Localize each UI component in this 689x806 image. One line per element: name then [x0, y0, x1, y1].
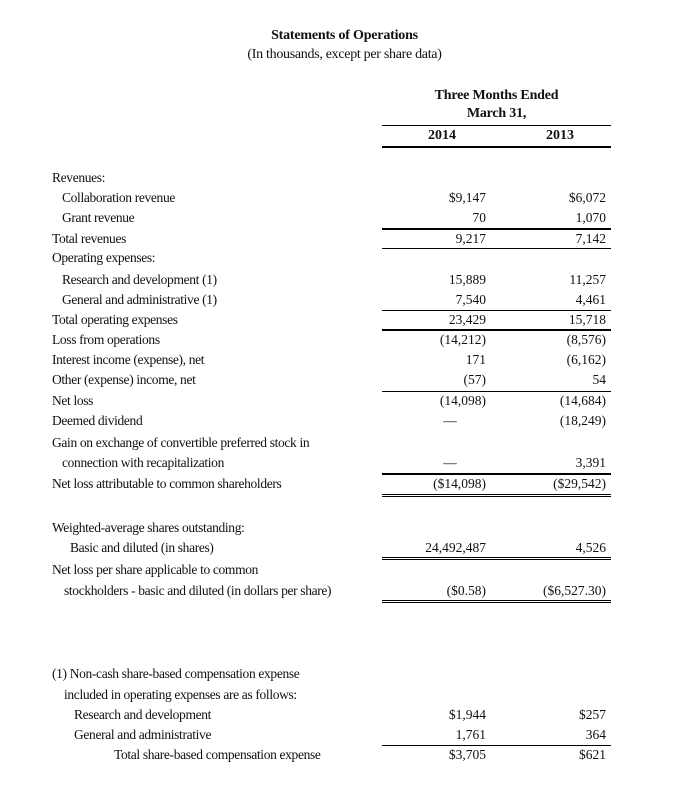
- row-label: Total revenues: [52, 231, 126, 246]
- row-label: Research and development: [74, 707, 212, 722]
- row-label: Interest income (expense), net: [52, 352, 205, 367]
- row-label: Net loss per share applicable to common: [52, 562, 259, 577]
- row-grant-revenue: [0, 210, 689, 230]
- value-2014: $3,705: [448, 747, 486, 762]
- value-2014: 9,217: [455, 231, 486, 246]
- value-2014: ($0.58): [446, 583, 486, 598]
- row-loss-from-operations: [0, 332, 689, 352]
- value-2013: 4,461: [575, 292, 606, 307]
- value-2014: 171: [465, 352, 486, 367]
- value-2014: $9,147: [448, 190, 486, 205]
- value-2013: 54: [592, 372, 606, 387]
- row-label: Weighted-average shares outstanding:: [52, 520, 245, 535]
- double-total-rule: [382, 557, 611, 560]
- row-label: Basic and diluted (in shares): [70, 540, 214, 555]
- header-rule: [382, 125, 611, 126]
- period-header-line2: March 31,: [466, 106, 527, 121]
- row-gain-exchange-line1: [0, 435, 689, 455]
- row-label: Research and development (1): [62, 272, 217, 287]
- subtotal-rule: [382, 310, 611, 311]
- value-2013: (8,576): [566, 332, 606, 347]
- row-label: General and administrative (1): [62, 292, 217, 307]
- value-2014: 7,540: [455, 292, 486, 307]
- value-2014: $1,944: [448, 707, 486, 722]
- row-label: General and administrative: [74, 727, 212, 742]
- value-2013: $621: [579, 747, 606, 762]
- value-2013: 364: [585, 727, 606, 742]
- row-weighted-average-heading: [0, 520, 689, 540]
- value-2014: ($14,098): [433, 476, 486, 491]
- value-2013: $6,072: [568, 190, 606, 205]
- row-net-loss-attributable: [0, 476, 689, 496]
- value-2013: $257: [579, 707, 606, 722]
- subtotal-rule: [382, 228, 611, 230]
- row-label: Grant revenue: [62, 210, 135, 225]
- header-rule-thick: [382, 146, 611, 148]
- row-label: Deemed dividend: [52, 413, 143, 428]
- row-label: Total share-based compensation expense: [114, 747, 321, 762]
- value-2014: (14,212): [439, 332, 486, 347]
- subtotal-rule: [382, 391, 611, 392]
- statement-title: Statements of Operations: [271, 28, 418, 43]
- row-revenues-heading: [0, 170, 689, 190]
- footnote-label: included in operating expenses are as follows:: [64, 687, 297, 702]
- value-2013: (6,162): [566, 352, 606, 367]
- footnote-line2: [0, 687, 689, 707]
- row-gain-exchange-line2: [0, 455, 689, 475]
- row-label: Collaboration revenue: [62, 190, 175, 205]
- row-label: Net loss: [52, 393, 94, 408]
- value-2014: 15,889: [448, 272, 486, 287]
- value-2014: (14,098): [439, 393, 486, 408]
- value-2014: 23,429: [448, 312, 486, 327]
- subtotal-rule: [382, 473, 611, 475]
- column-year-2013: 2013: [546, 128, 574, 143]
- row-general-administrative: [0, 292, 689, 312]
- value-2013: 15,718: [568, 312, 606, 327]
- footnote-line1: [0, 666, 689, 686]
- value-2013: 3,391: [575, 455, 606, 470]
- row-label: stockholders - basic and diluted (in dollars per share): [64, 583, 332, 598]
- total-rule: [382, 248, 611, 249]
- row-other-income: [0, 372, 689, 392]
- row-label: Revenues:: [52, 170, 106, 185]
- row-research-development: [0, 272, 689, 292]
- statement-subtitle: (In thousands, except per share data): [247, 47, 442, 62]
- row-collaboration-revenue: [0, 190, 689, 210]
- column-year-2014: 2014: [428, 128, 456, 143]
- value-2013: ($29,542): [553, 476, 606, 491]
- footnote-research-development: [0, 707, 689, 727]
- value-2014: (57): [463, 372, 486, 387]
- value-2013: 1,070: [575, 210, 606, 225]
- row-label: Gain on exchange of convertible preferred stock in: [52, 435, 310, 450]
- footnote-total-share-based: [0, 747, 689, 767]
- row-deemed-dividend: [0, 413, 689, 433]
- value-2013: 11,257: [569, 272, 606, 287]
- total-rule: [382, 329, 611, 331]
- value-2013: (18,249): [559, 413, 606, 428]
- double-total-rule: [382, 494, 611, 497]
- subtotal-rule: [382, 745, 611, 746]
- row-label: connection with recapitalization: [62, 455, 224, 470]
- value-2013: (14,684): [559, 393, 606, 408]
- value-2013: ($6,527.30): [543, 583, 606, 598]
- row-label: Total operating expenses: [52, 312, 178, 327]
- row-label: Net loss attributable to common shareholders: [52, 476, 282, 491]
- row-label: Other (expense) income, net: [52, 372, 196, 387]
- row-interest-income: [0, 352, 689, 372]
- footnote-general-administrative: [0, 727, 689, 747]
- value-2014: 1,761: [455, 727, 486, 742]
- value-2014: —: [443, 455, 457, 470]
- row-label: Operating expenses:: [52, 250, 156, 265]
- value-2014: 70: [472, 210, 486, 225]
- row-net-loss: [0, 393, 689, 413]
- row-operating-expenses-heading: [0, 250, 689, 270]
- period-header-line1: Three Months Ended: [434, 88, 559, 103]
- value-2013: 7,142: [575, 231, 606, 246]
- value-2014: —: [443, 413, 457, 428]
- row-label: Loss from operations: [52, 332, 160, 347]
- row-net-loss-per-share-line1: [0, 562, 689, 582]
- value-2014: 24,492,487: [425, 540, 486, 555]
- footnote-label: (1) Non-cash share-based compensation expense: [52, 666, 300, 681]
- double-total-rule: [382, 600, 611, 603]
- value-2013: 4,526: [575, 540, 606, 555]
